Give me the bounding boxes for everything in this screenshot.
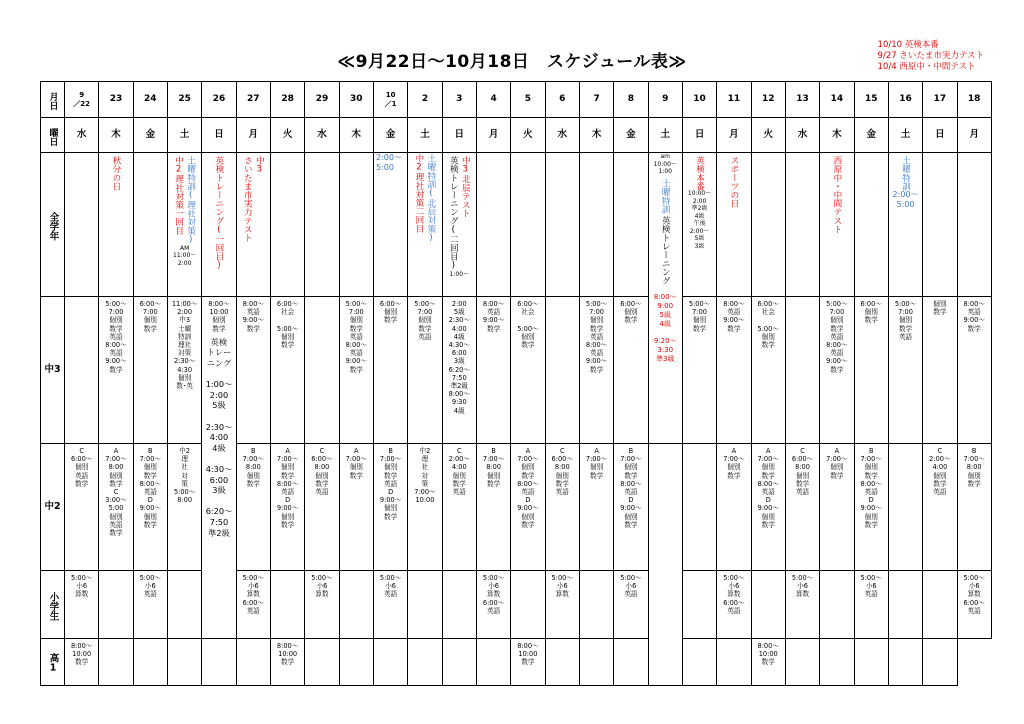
vertical-text: 英検トレーニング(二回目) — [448, 156, 459, 271]
zengaku-cell-12 — [476, 153, 510, 297]
vertical-text: 中3 — [254, 156, 265, 175]
cell-text: 5:00～ 小6 算数 — [791, 574, 814, 599]
chu2-cell-19 — [717, 444, 751, 571]
row-label-chu3: 中3 — [41, 297, 65, 444]
shogaku-cell-1 — [99, 571, 133, 639]
zengaku-cell-21 — [785, 153, 819, 297]
ko1-cell-0 — [65, 639, 99, 686]
cell-text: 5:00～ 小6 英語 — [620, 574, 642, 599]
ko1-cell-21 — [751, 639, 785, 686]
chu3-cell-6 — [270, 297, 304, 444]
chu3-cell-12 — [476, 297, 510, 444]
note-saitama-test: 9/27 さいたま市実力テスト — [877, 51, 984, 61]
chu3-cell-26 — [957, 297, 991, 444]
zengaku-row — [41, 153, 992, 297]
shogaku-cell-20 — [751, 571, 785, 639]
weekday-cell-0: 水 — [65, 118, 99, 153]
shogaku-cell-2 — [133, 571, 167, 639]
cell-text: B 7:00～ 8:00 個別 数学 — [482, 447, 505, 488]
date-row — [41, 82, 992, 118]
chu2-cell-23 — [854, 444, 888, 571]
cell-text: 5:00～ 小6 英語 — [379, 574, 402, 599]
ko1-cell-26 — [923, 639, 957, 686]
cell-text: B 7:00～ 個別 数学 英語 D 9:00～ 個別 数学 — [379, 447, 402, 521]
vertical-text: さいたま市実力テスト — [242, 156, 253, 242]
cell-text: 8:00～ 英語 9:00～ 数学 — [723, 300, 745, 333]
chu2-cell-1 — [99, 444, 133, 571]
cell-text: 5:00～ 小6 算数 6:00～ 英語 — [723, 574, 745, 615]
chu2-cell-22 — [820, 444, 854, 571]
row-label-date: 月日 — [41, 82, 65, 118]
cell-text: 個別 数学 — [933, 300, 947, 317]
zengaku-cell-2 — [133, 153, 167, 297]
chu2-cell-12 — [476, 444, 510, 571]
row-label-weekday: 曜日 — [41, 118, 65, 153]
cell-text: 中2 理 社 対 策 7:00～ 10:00 — [414, 447, 436, 505]
date-cell-19: 11 — [717, 82, 751, 118]
vertical-text: スポーツの日 — [728, 156, 739, 208]
cell-text: 中2 理 社 対 策 5:00～ 8:00 — [173, 447, 196, 505]
chu3-cell-4 — [202, 297, 236, 639]
date-cell-10: 2 — [408, 82, 442, 118]
shogaku-cell-24 — [888, 571, 922, 639]
cell-text: 11:00～ 2:00 中3 土曜 特訓 理社 対策 2:30～ 4:30 個別 数･英 — [171, 300, 198, 391]
cell-text: 5:00～ 小6 算数 — [311, 574, 333, 599]
date-cell-17: 9 — [648, 82, 682, 118]
shogaku-cell-11 — [442, 571, 476, 639]
date-cell-5: 27 — [236, 82, 270, 118]
cell-text: am 10:00～ 1:00 — [653, 153, 677, 175]
zengaku-cell-20 — [751, 153, 785, 297]
ko1-cell-12 — [442, 639, 476, 686]
cell-text: 5:00～ 7:00 個別 数学 英語 8:00～ 英語 9:00～ 数学 — [585, 300, 608, 374]
ko1-cell-16 — [579, 639, 613, 686]
cell-text: C 6:00～ 個別 英語 数学 — [70, 447, 93, 488]
cell-text: B 7:00～ 個別 数学 8:00～ 英語 D 9:00～ 個別 数学 — [139, 447, 162, 529]
chu2-cell-20 — [751, 444, 785, 571]
shogaku-cell-15 — [579, 571, 613, 639]
vertical-text: 中3北辰テスト — [460, 156, 471, 218]
weekday-cell-6: 火 — [270, 118, 304, 153]
date-cell-22: 14 — [820, 82, 854, 118]
date-cell-26: 18 — [957, 82, 991, 118]
weekday-cell-13: 火 — [511, 118, 545, 153]
cell-text: 5:00～ 小6 英語 — [860, 574, 882, 599]
shogaku-cell-19 — [717, 571, 751, 639]
cell-text: A 7:00～ 個別 数学 — [345, 447, 367, 480]
date-cell-9: 10 ／1 — [373, 82, 407, 118]
shogaku-cell-18 — [682, 571, 716, 639]
chu3-cell-13 — [511, 297, 545, 444]
ko1-row — [41, 639, 992, 686]
chu3-cell-24 — [888, 297, 922, 444]
cell-text: 6:00～ 社会 5:00～ 個別 数学 — [757, 300, 779, 350]
cell-text: 6:00～ 個別 数学 — [860, 300, 882, 325]
chu3-cell-7 — [305, 297, 339, 444]
note-eiken: 10/10 英検本番 — [877, 40, 939, 50]
shogaku-cell-23 — [854, 571, 888, 639]
chu3-cell-20 — [751, 297, 785, 444]
cell-text: 8:00～ 10:00 数学 — [276, 642, 299, 667]
cell-text: B 7:00～ 個別 数学 8:00～ 英語 D 9:00～ 個別 数学 — [860, 447, 882, 529]
shogaku-row — [41, 571, 992, 639]
cell-text: A 7:00～ 個別 数学 8:00～ 英語 D 9:00～ 個別 数学 — [276, 447, 299, 529]
weekday-cell-15: 木 — [579, 118, 613, 153]
shogaku-cell-22 — [820, 571, 854, 639]
cell-text: 5:00～ 小6 算数 6:00～ 英語 — [963, 574, 985, 615]
zengaku-cell-4 — [202, 153, 236, 297]
cell-text: 6:00～ 社会 5:00～ 個別 数学 — [276, 300, 299, 350]
ko1-cell-18 — [614, 639, 648, 686]
weekday-cell-4: 日 — [202, 118, 236, 153]
weekday-cell-14: 水 — [545, 118, 579, 153]
zengaku-cell-11 — [442, 153, 476, 297]
cell-text: C 6:00～ 8:00 個別 数学 英語 — [311, 447, 333, 497]
cell-text: 8:00～ 10:00 数学 — [70, 642, 93, 667]
shogaku-cell-10 — [408, 571, 442, 639]
weekday-cell-17: 土 — [648, 118, 682, 153]
row-label-ko1: 高1 — [41, 639, 65, 686]
weekday-cell-20: 火 — [751, 118, 785, 153]
zengaku-cell-3 — [167, 153, 201, 297]
zengaku-cell-8 — [339, 153, 373, 297]
shogaku-cell-21 — [785, 571, 819, 639]
zengaku-cell-18 — [682, 153, 716, 297]
date-cell-8: 30 — [339, 82, 373, 118]
zengaku-cell-1 — [99, 153, 133, 297]
page-title: ≪9月22日～10月18日 スケジュール表≫ — [337, 52, 687, 72]
chu2-cell-0 — [65, 444, 99, 571]
chu2-cell-9 — [373, 444, 407, 571]
chu3-cell-11 — [442, 297, 476, 444]
weekday-row — [41, 118, 992, 153]
chu2-cell-25 — [923, 444, 957, 571]
zengaku-cell-23 — [854, 153, 888, 297]
zengaku-cell-19 — [717, 153, 751, 297]
shogaku-cell-13 — [511, 571, 545, 639]
chu2-cell-8 — [339, 444, 373, 571]
chu3-cell-21 — [785, 297, 819, 444]
shogaku-cell-5 — [236, 571, 270, 639]
cell-text: C 6:00～ 8:00 個別 数学 英語 — [791, 447, 814, 497]
chu3-cell-25 — [923, 297, 957, 444]
ko1-cell-25 — [888, 639, 922, 686]
chu3-cell-2 — [133, 297, 167, 444]
ko1-cell-7 — [270, 639, 304, 686]
cell-text: 8:00～ 英語 9:00～ 数学 — [963, 300, 985, 333]
weekday-cell-12: 月 — [476, 118, 510, 153]
chu2-cell-26 — [957, 444, 991, 571]
zengaku-cell-22 — [820, 153, 854, 297]
cell-text: 5:00～ 小6 算数 — [70, 574, 93, 599]
chu2-cell-7 — [305, 444, 339, 571]
chu2-cell-21 — [785, 444, 819, 571]
date-cell-18: 10 — [682, 82, 716, 118]
vertical-text: 中2理社対策二回目 — [413, 154, 424, 233]
shogaku-cell-16 — [614, 571, 648, 639]
ko1-cell-11 — [408, 639, 442, 686]
shogaku-cell-3 — [167, 571, 201, 639]
weekday-cell-22: 木 — [820, 118, 854, 153]
ko1-cell-1 — [99, 639, 133, 686]
weekday-cell-10: 土 — [408, 118, 442, 153]
weekday-cell-9: 金 — [373, 118, 407, 153]
chu3-cell-22 — [820, 297, 854, 444]
cell-text: 5:00～ 小6 英語 — [139, 574, 162, 599]
date-cell-20: 12 — [751, 82, 785, 118]
zengaku-cell-24 — [888, 153, 922, 297]
chu3-cell-19 — [717, 297, 751, 444]
ko1-cell-22 — [785, 639, 819, 686]
cell-text: 6:00～ 社会 5:00～ 個別 数学 — [517, 300, 539, 350]
vertical-text: 英検トレーニング — [660, 215, 671, 285]
ko1-cell-20 — [717, 639, 751, 686]
shogaku-cell-7 — [305, 571, 339, 639]
zengaku-cell-26 — [957, 153, 991, 297]
zengaku-cell-7 — [305, 153, 339, 297]
weekday-cell-24: 土 — [888, 118, 922, 153]
chu3-cell-9 — [373, 297, 407, 444]
date-cell-21: 13 — [785, 82, 819, 118]
shogaku-cell-9 — [373, 571, 407, 639]
date-cell-7: 29 — [305, 82, 339, 118]
cell-text: 6:00～ 個別 数学 — [379, 300, 402, 325]
cell-text: 5:00～ 7:00 個別 数学 英語 8:00～ 英語 9:00～ 数学 — [826, 300, 848, 374]
weekday-cell-16: 金 — [614, 118, 648, 153]
cell-text: 英検 トレー ニング 1:00～ 2:00 5級 2:30～ 4:00 4級 4:30～ 6:00 3級 6:20～ 7:50 準2級 — [205, 336, 233, 538]
chu3-cell-10 — [408, 297, 442, 444]
weekday-cell-3: 土 — [167, 118, 201, 153]
chu2-cell-11 — [442, 444, 476, 571]
chu2-cell-13 — [511, 444, 545, 571]
weekday-cell-18: 日 — [682, 118, 716, 153]
ko1-cell-10 — [373, 639, 407, 686]
cell-text: C 6:00～ 8:00 個別 数学 英語 — [551, 447, 573, 497]
date-cell-25: 17 — [923, 82, 957, 118]
vertical-text: 中2理社対策一回目 — [173, 156, 184, 235]
zengaku-cell-14 — [545, 153, 579, 297]
cell-text: 2:00～ 5:00 — [375, 153, 402, 172]
weekday-cell-23: 金 — [854, 118, 888, 153]
cell-text: 1:00～ — [449, 270, 470, 278]
chu3-cell-23 — [854, 297, 888, 444]
ko1-cell-14 — [511, 639, 545, 686]
date-cell-12: 4 — [476, 82, 510, 118]
cell-text: B 7:00～ 8:00 個別 数学 — [242, 447, 264, 488]
ko1-cell-3 — [167, 639, 201, 686]
chu2-cell-10 — [408, 444, 442, 571]
cell-text: 8:00～ 英語 9:00～ 数学 — [482, 300, 505, 333]
event-notes — [878, 40, 984, 73]
cell-text: A 7:00～ 個別 数学 8:00～ 英語 D 9:00～ 個別 数学 — [757, 447, 779, 529]
shogaku-cell-12 — [476, 571, 510, 639]
row-label-zengaku: 全学年 — [41, 153, 65, 297]
cell-text: B 7:00～ 8:00 個別 数学 — [963, 447, 985, 488]
zengaku-cell-15 — [579, 153, 613, 297]
ko1-cell-8 — [305, 639, 339, 686]
zengaku-cell-6 — [270, 153, 304, 297]
ko1-cell-9 — [339, 639, 373, 686]
chu3-cell-5 — [236, 297, 270, 444]
cell-text: AM 11:00～ 2:00 — [173, 244, 197, 267]
weekday-cell-5: 月 — [236, 118, 270, 153]
cell-text: C 2:00～ 4:00 個別 数学 英語 — [929, 447, 951, 497]
cell-text: 5:00～ 7:00 個別 数学 英語 8:00～ 英語 9:00～ 数学 — [345, 300, 367, 374]
cell-text: 6:00～ 7:00 個別 数学 — [139, 300, 162, 333]
date-cell-11: 3 — [442, 82, 476, 118]
cell-text: 5:00～ 小6 算数 6:00～ 英語 — [482, 574, 505, 615]
weekday-cell-19: 月 — [717, 118, 751, 153]
shogaku-cell-8 — [339, 571, 373, 639]
chu2-cell-18 — [682, 444, 716, 571]
chu2-cell-17 — [648, 444, 682, 686]
date-cell-16: 8 — [614, 82, 648, 118]
cell-text: 5:00～ 7:00 個別 数学 英語 — [894, 300, 917, 341]
ko1-cell-23 — [820, 639, 854, 686]
zengaku-cell-16 — [614, 153, 648, 297]
zengaku-cell-17 — [648, 153, 682, 444]
vertical-text: 土曜特訓 — [900, 156, 911, 191]
weekday-cell-26: 月 — [957, 118, 991, 153]
ko1-cell-15 — [545, 639, 579, 686]
cell-text: 8:00～ 英語 9:00～ 数学 — [242, 300, 264, 333]
cell-text: 6:00～ 個別 数学 — [620, 300, 642, 325]
zengaku-cell-9 — [373, 153, 407, 297]
ko1-cell-5 — [202, 639, 236, 686]
chu3-cell-18 — [682, 297, 716, 444]
ko1-cell-13 — [476, 639, 510, 686]
weekday-cell-11: 日 — [442, 118, 476, 153]
row-label-shogaku: 小学生 — [41, 571, 65, 639]
chu3-cell-1 — [99, 297, 133, 444]
cell-text: C 2:00～ 4:00 個別 数学 英語 — [448, 447, 470, 497]
weekday-cell-7: 水 — [305, 118, 339, 153]
chu3-cell-16 — [614, 297, 648, 444]
vertical-text: 西原中・中間テスト — [831, 156, 842, 234]
cell-text: A 7:00～ 個別 数学 — [723, 447, 745, 480]
chu2-cell-15 — [579, 444, 613, 571]
schedule-table — [40, 81, 992, 686]
chu2-cell-2 — [133, 444, 167, 571]
cell-text: A 7:00～ 8:00 個別 数学 C 3:00～ 5:00 個別 英語 数学 — [105, 447, 127, 538]
vertical-text: 土曜特訓(北辰対策) — [425, 154, 436, 243]
cell-text: A 7:00～ 個別 数学 — [826, 447, 848, 480]
date-cell-13: 5 — [511, 82, 545, 118]
cell-text: 5:00～ 7:00 個別 数学 — [688, 300, 711, 333]
chu2-cell-6 — [270, 444, 304, 571]
zengaku-cell-25 — [923, 153, 957, 297]
shogaku-cell-26 — [957, 571, 991, 639]
cell-text: B 7:00～ 個別 数学 8:00～ 英語 D 9:00～ 個別 数学 — [620, 447, 642, 529]
cell-text: 8:00～ 10:00 数学 — [517, 642, 539, 667]
cell-text: A 7:00～ 個別 数学 8:00～ 英語 D 9:00～ 個別 数学 — [517, 447, 539, 529]
vertical-text: 土曜特訓(理社対策) — [185, 156, 196, 245]
ko1-cell-24 — [854, 639, 888, 686]
zengaku-cell-0 — [65, 153, 99, 297]
shogaku-cell-14 — [545, 571, 579, 639]
weekday-cell-1: 木 — [99, 118, 133, 153]
chu3-cell-0 — [65, 297, 99, 444]
date-cell-2: 24 — [133, 82, 167, 118]
vertical-text: 土曜特訓 — [660, 178, 671, 213]
cell-text: 2:00～ 5:00 — [892, 190, 919, 210]
weekday-cell-8: 木 — [339, 118, 373, 153]
chu2-cell-14 — [545, 444, 579, 571]
ko1-cell-19 — [682, 639, 716, 686]
date-cell-23: 15 — [854, 82, 888, 118]
date-cell-1: 23 — [99, 82, 133, 118]
zengaku-cell-10 — [408, 153, 442, 297]
weekday-cell-2: 金 — [133, 118, 167, 153]
date-cell-6: 28 — [270, 82, 304, 118]
weekday-cell-21: 水 — [785, 118, 819, 153]
shogaku-cell-25 — [923, 571, 957, 639]
date-cell-15: 7 — [579, 82, 613, 118]
ko1-cell-2 — [133, 639, 167, 686]
cell-text: 8:00～ 10:00 数学 — [757, 642, 779, 667]
shogaku-cell-6 — [270, 571, 304, 639]
chu2-cell-24 — [888, 444, 922, 571]
date-cell-4: 26 — [202, 82, 236, 118]
chu2-cell-5 — [236, 444, 270, 571]
zengaku-cell-5 — [236, 153, 270, 297]
cell-text: 2:00 5級 2:30～ 4:00 4級 4:30～ 6:00 3級 6:20～ 7:50 準2級 8:00～ 9:30 4級 — [448, 300, 470, 415]
date-cell-0: 9 ／22 — [65, 82, 99, 118]
date-cell-24: 16 — [888, 82, 922, 118]
vertical-text: 秋分の日 — [110, 156, 121, 191]
cell-text: 5:00～ 小6 算数 6:00～ 英語 — [242, 574, 264, 615]
shogaku-cell-0 — [65, 571, 99, 639]
chu2-cell-16 — [614, 444, 648, 571]
cell-text: 8:00～ 10:00 個別 数学 — [208, 300, 230, 333]
date-cell-3: 25 — [167, 82, 201, 118]
chu3-cell-3 — [167, 297, 201, 444]
cell-text: 9:20～ 3:30 準3級 — [653, 336, 677, 363]
cell-text: 5:00～ 7:00 個別 数学 英語 — [414, 300, 436, 341]
date-cell-14: 6 — [545, 82, 579, 118]
cell-text: 5:00～ 7:00 個別 数学 英語 8:00～ 英語 9:00～ 数学 — [105, 300, 127, 374]
chu3-cell-14 — [545, 297, 579, 444]
cell-text: 10:00～ 2:00 準2級 4級 午後 2:00～ 5級 3級 — [687, 190, 712, 250]
cell-text: 5:00～ 小6 算数 — [551, 574, 573, 599]
chu2-cell-3 — [167, 444, 201, 571]
zengaku-cell-13 — [511, 153, 545, 297]
vertical-text: 英検本番 — [694, 156, 705, 191]
note-nishihara-test: 10/4 西原中・中間テスト — [877, 62, 976, 72]
chu3-row — [41, 297, 992, 444]
chu3-cell-8 — [339, 297, 373, 444]
ko1-cell-6 — [236, 639, 270, 686]
row-label-chu2: 中2 — [41, 444, 65, 571]
cell-text: 8:00～ 9:00 5級 4級 — [653, 292, 677, 328]
chu3-cell-15 — [579, 297, 613, 444]
vertical-text: 英検トレーニング(一回目) — [213, 156, 224, 271]
weekday-cell-25: 日 — [923, 118, 957, 153]
chu2-row — [41, 444, 992, 571]
cell-text: A 7:00～ 個別 数学 — [585, 447, 608, 480]
